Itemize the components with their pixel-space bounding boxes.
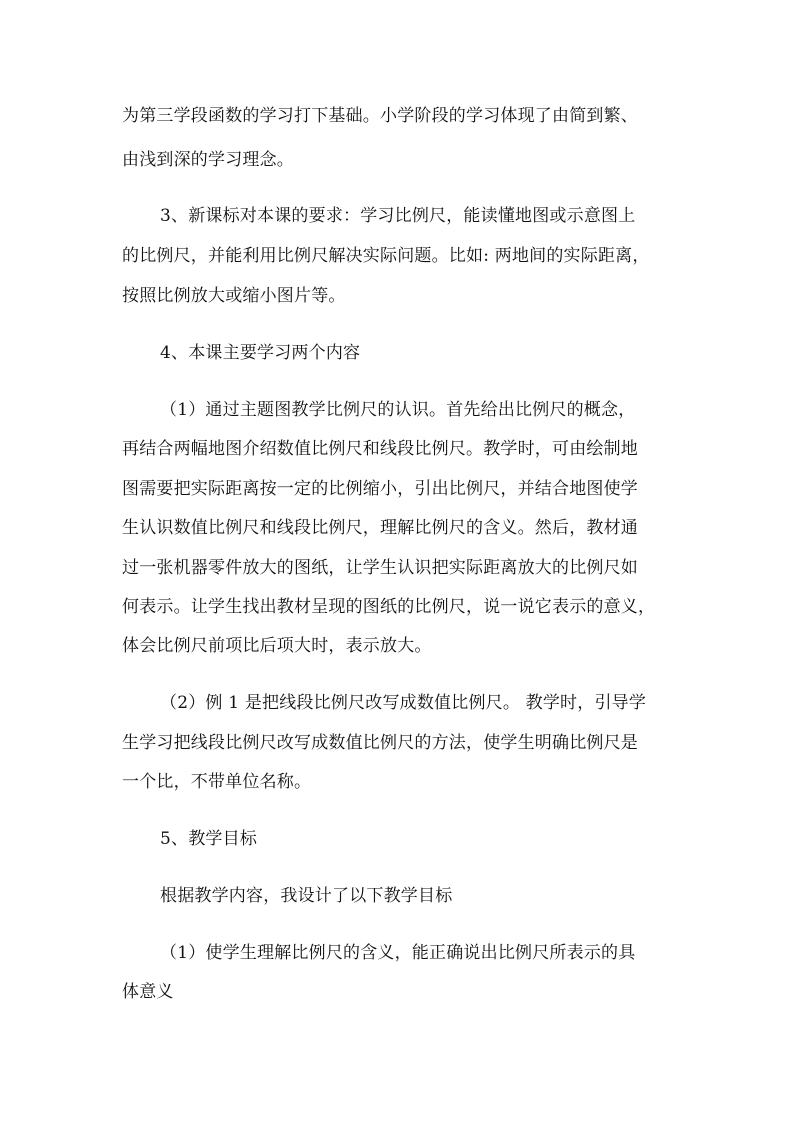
paragraph-line: 按照比例放大或缩小图片等。	[122, 286, 346, 306]
section-heading: 5、教学目标	[160, 829, 258, 849]
paragraph-line: 的比例尺，并能利用比例尺解决实际问题。比如: 两地间的实际距离，	[122, 246, 650, 266]
paragraph-line: 体会比例尺前项比后项大时，表示放大。	[122, 636, 432, 656]
paragraph-line: 由浅到深的学习理念。	[122, 150, 294, 170]
paragraph-line: （2）例 1 是把线段比例尺改写成数值比例尺。 教学时，引导学	[160, 693, 647, 713]
paragraph-line: 何表示。让学生找出教材呈现的图纸的比例尺，说一说它表示的意义，	[122, 597, 656, 617]
paragraph-line: （1）使学生理解比例尺的含义，能正确说出比例尺所表示的具	[160, 943, 636, 963]
paragraph-line: 生学习把线段比例尺改写成数值比例尺的方法，使学生明确比例尺是	[122, 733, 638, 753]
paragraph-line: 过一张机器零件放大的图纸，让学生认识把实际距离放大的比例尺如	[122, 558, 638, 578]
paragraph-line: 再结合两幅地图介绍数值比例尺和线段比例尺。教学时，可由绘制地	[122, 439, 638, 459]
paragraph-line: （1）通过主题图教学比例尺的认识。首先给出比例尺的概念，	[160, 400, 636, 420]
paragraph-line: 根据教学内容，我设计了以下教学目标	[160, 886, 453, 906]
paragraph-line: 为第三学段函数的学习打下基础。小学阶段的学习体现了由简到繁、	[122, 106, 638, 126]
paragraph-line: 生认识数值比例尺和线段比例尺，理解比例尺的含义。然后，教材通	[122, 518, 638, 538]
paragraph-line: 图需要把实际距离按一定的比例缩小，引出比例尺，并结合地图使学	[122, 479, 638, 499]
paragraph-line: 一个比，不带单位名称。	[122, 772, 312, 792]
paragraph-line: 体意义	[122, 982, 174, 1002]
section-heading: 4、本课主要学习两个内容	[160, 343, 361, 363]
paragraph-line: 3、新课标对本课的要求：学习比例尺，能读懂地图或示意图上	[160, 206, 636, 226]
